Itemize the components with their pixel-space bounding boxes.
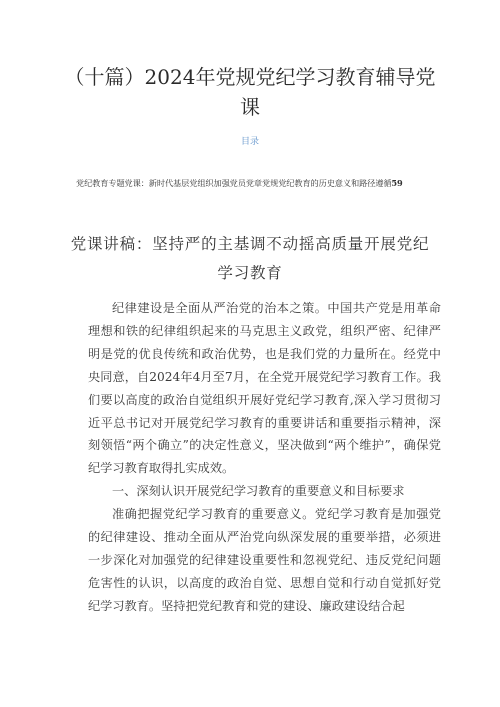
toc-entry-text: 党纪教育专题党课：新时代基层党组织加强党员党章党规党纪教育的历史意义和路径遵循 [76, 178, 392, 188]
toc-entry[interactable] [76, 178, 436, 189]
paragraph: 纪律建设是全面从严治党的治本之策。中国共产党是用革命理想和铁的纪律组织起来的马克思主义政党，组织严密、纪律严明是党的优良传统和政治优势，也是我们党的力量所在。经党中央同意，自2024年4月至7月，在全党开展党纪学习教育工作。我们要以高度的政治自觉组织开展好党纪学习教育,深入学习贯彻习近平总书记对开展党纪学习教育的重要讲话和重要指示精神，深刻领悟“两个确立”的决定性意义，坚决做到“两个维护”，确保党纪学习教育取得扎实成效。 [88, 301, 441, 476]
document-title: （十篇）2024年党规党纪学习教育辅导党课 [64, 65, 436, 119]
paragraph: 准确把握党纪学习教育的重要意义。党纪学习教育是加强党的纪律建设、推动全面从严治党向纵深发展的重要举措，必须进一步深化对加强党的纪律建设重要性和忽视党纪、违反党纪问题危害性的认识，以高度的政治自觉、思想自觉和行动自觉抓好党纪学习教育。坚持把党纪教育和党的建设、廉政建设结合起 [88, 507, 441, 613]
body-text [88, 297, 441, 618]
toc-entry-page: 59 [391, 178, 403, 188]
subheading: 一、深刻认识开展党纪学习教育的重要意义和目标要求 [112, 484, 405, 499]
section-title: 党课讲稿：坚持严的主基调不动摇高质量开展党纪学习教育 [70, 235, 430, 282]
toc-heading: 目录 [240, 137, 259, 147]
